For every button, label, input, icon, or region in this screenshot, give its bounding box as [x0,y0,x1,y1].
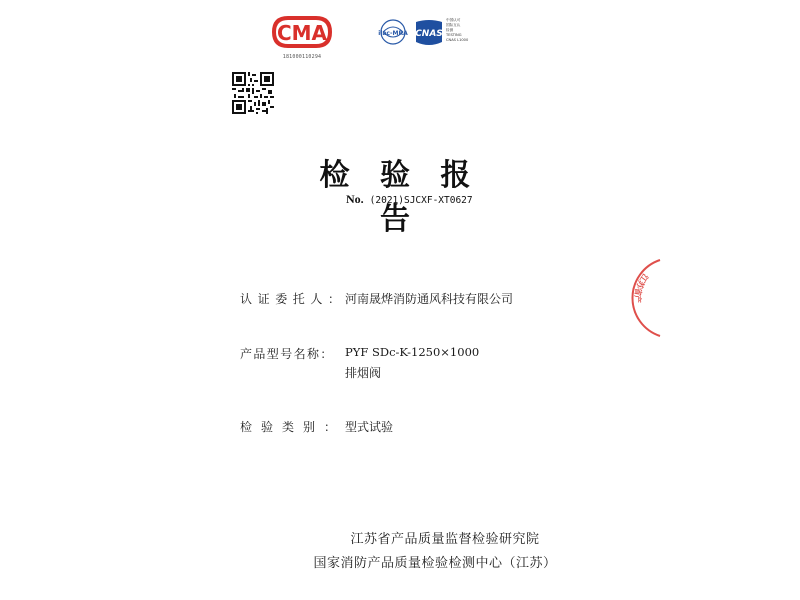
report-number-label: No. [346,192,364,206]
cma-number: 181000110294 [282,54,322,60]
cma-logo [268,12,336,52]
cma-logo-text: CMA [276,21,328,45]
cnas-line: 中国认可 [446,18,461,22]
svg-text:江苏省产 [633,272,651,303]
seal-text: 江苏省产 [632,271,650,304]
cnas-line: 国际互认 [446,23,461,27]
inspection-type-value: 型式试验 [345,420,394,434]
official-seal-stamp [612,258,662,338]
inspection-type-label: 检验类别： [240,420,346,434]
issuer-institute: 江苏省产品质量监督检验研究院 [350,532,540,547]
product-name-value: 排烟阀 [345,366,382,380]
product-model-label: 产品型号名称： [240,347,334,361]
ilac-mra-logo [376,18,410,48]
product-model-value: PYF SDc-K-1250×1000 [345,345,480,359]
client-label: 认证委托人： [240,292,346,306]
client-value: 河南晟烨消防通风科技有限公司 [345,292,514,306]
cnas-accreditation-text [446,18,486,43]
cnas-logo [412,18,446,48]
report-number [346,192,473,207]
ilac-logo-text: ilac-MRA [378,30,408,37]
report-title: 检 验 报 告 [319,158,481,237]
report-number-value: (2021)SJCXF-XT0627 [369,195,473,206]
cnas-logo-text: CNAS [415,29,443,39]
cnas-line: CNAS L1000 [446,38,469,42]
qr-code [232,72,274,114]
cnas-line: TESTING [446,33,462,37]
issuer-center: 国家消防产品质量检验检测中心（江苏） [313,556,557,571]
cnas-line: 检测 [446,28,454,32]
